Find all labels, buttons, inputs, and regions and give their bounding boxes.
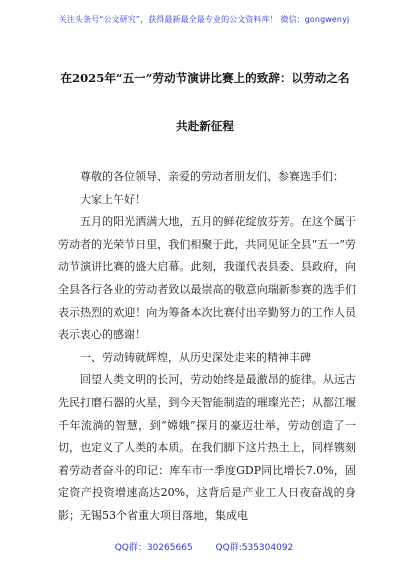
footer-qq-group-1: QQ群：30265665 <box>114 543 193 553</box>
header-banner: 关注头条号“公文研究”，获得最新最全最专业的公文资料库！ 微信：gongwenyj <box>58 15 350 24</box>
body-paragraph: 回望人类文明的长河，劳动始终是最激昂的旋律。从远古先民打磨石器的火星，到今天智能制造的璀璨光芒；从都江堰千年流淌的智慧，到“嫦娥”探月的豪迈壮举，劳动创造了一切，也定义了人类的本质。在我们脚下这片热土上，同样镌刻着劳动者奋斗的印记：库车市一季度GDP同比增长7.0%，固定资产投资增速高达20%，这背后是产业工人日夜奋战的身影；无锡53个省重大项目落地，集成电 <box>58 373 356 522</box>
section-heading: 一、劳动铸就辉煌，从历史深处走来的精神丰碑 <box>80 350 311 364</box>
document-body <box>58 166 356 528</box>
salutation: 尊敬的各位领导、亲爱的劳动者朋友们、参赛选手们： <box>80 170 344 183</box>
greeting: 大家上午好！ <box>80 192 146 206</box>
body-paragraph: 五月的阳光洒满大地，五月的鲜花绽放芬芳。在这个属于劳动者的光荣节日里，我们相聚于此，共同见证全县“五一”劳动节演讲比赛的盛大启幕。此刻，我谨代表县委、县政府，向全县各行各业的劳动者致以最崇高的敬意向瑞新参赛的选手们表示热烈的欢迎！向为筹备本次比赛付出辛勤努力的工作人员表示衷心的感谢！ <box>58 215 356 342</box>
footer <box>0 540 408 553</box>
document-title-line-2: 共赴新征程 <box>176 119 234 133</box>
footer-qq-group-2: QQ群:535304092 <box>215 543 294 553</box>
document-title-line-1: 在2025年“五一”劳动节演讲比赛上的致辞：以劳动之名 <box>60 71 350 85</box>
